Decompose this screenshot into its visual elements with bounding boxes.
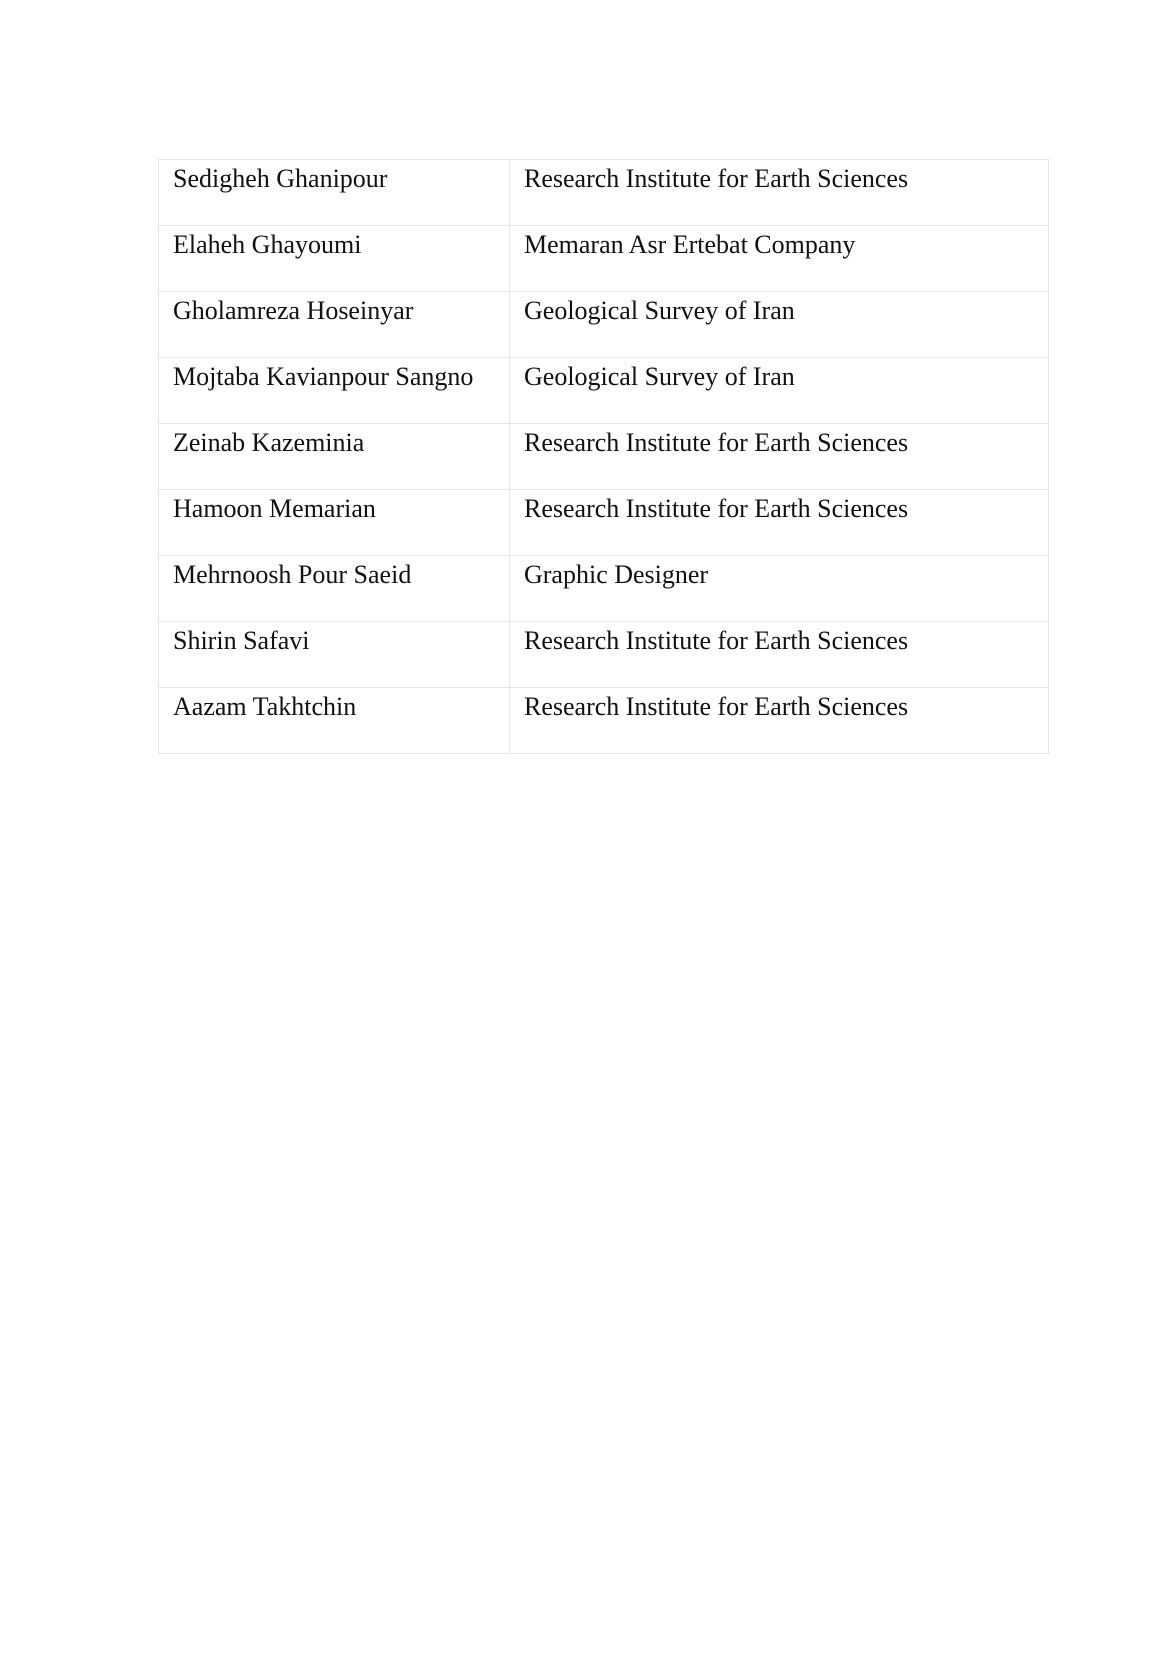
contributor-affiliation: Graphic Designer: [510, 556, 1049, 622]
contributor-affiliation: Geological Survey of Iran: [510, 358, 1049, 424]
contributor-name: Hamoon Memarian: [159, 490, 510, 556]
contributor-name: Gholamreza Hoseinyar: [159, 292, 510, 358]
table-row: [159, 292, 1049, 358]
contributor-affiliation: Research Institute for Earth Sciences: [510, 424, 1049, 490]
table-row: [159, 490, 1049, 556]
contributor-affiliation: Memaran Asr Ertebat Company: [510, 226, 1049, 292]
contributor-affiliation: Research Institute for Earth Sciences: [510, 622, 1049, 688]
table-row: [159, 688, 1049, 754]
table-row: [159, 424, 1049, 490]
table-row: [159, 226, 1049, 292]
contributor-name: Shirin Safavi: [159, 622, 510, 688]
contributor-name: Mehrnoosh Pour Saeid: [159, 556, 510, 622]
contributor-affiliation: Geological Survey of Iran: [510, 292, 1049, 358]
contributor-name: Zeinab Kazeminia: [159, 424, 510, 490]
contributor-name: Mojtaba Kavianpour Sangno: [159, 358, 510, 424]
contributor-name: Aazam Takhtchin: [159, 688, 510, 754]
table-row: [159, 622, 1049, 688]
table-row: [159, 358, 1049, 424]
contributor-name: Sedigheh Ghanipour: [159, 160, 510, 226]
table-row: [159, 556, 1049, 622]
contributor-affiliation: Research Institute for Earth Sciences: [510, 688, 1049, 754]
credits-table: [158, 159, 1049, 754]
contributor-affiliation: Research Institute for Earth Sciences: [510, 160, 1049, 226]
contributor-affiliation: Research Institute for Earth Sciences: [510, 490, 1049, 556]
table-row: [159, 160, 1049, 226]
contributor-name: Elaheh Ghayoumi: [159, 226, 510, 292]
